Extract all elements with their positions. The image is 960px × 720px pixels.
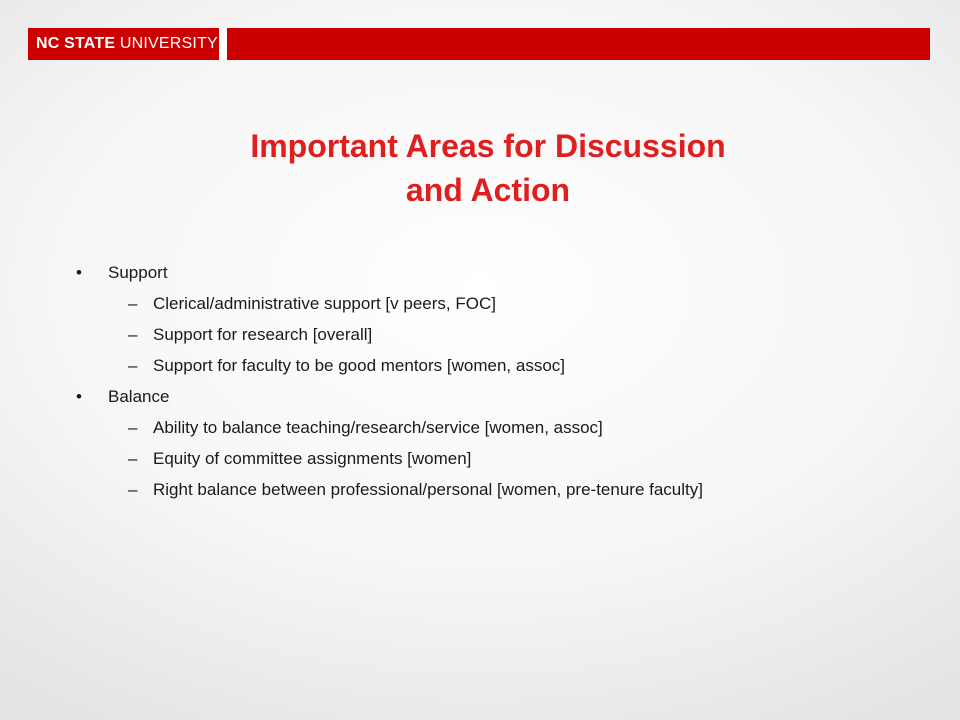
sub-item bbox=[76, 355, 936, 377]
logo-bold-text: NC STATE bbox=[36, 35, 116, 52]
dash-icon: – bbox=[128, 449, 138, 468]
slide-title bbox=[0, 124, 960, 212]
logo-regular-text: UNIVERSITY bbox=[115, 35, 218, 52]
bullet-item-balance bbox=[76, 386, 936, 408]
sub-item-text: Support for research [overall] bbox=[153, 325, 373, 344]
slide-title-line2: and Action bbox=[405, 172, 571, 208]
sub-item-text: Support for faculty to be good mentors [women, assoc] bbox=[153, 356, 565, 375]
slide-title-line1: Important Areas for Discussion bbox=[250, 128, 726, 164]
header-stripe bbox=[227, 28, 930, 60]
sub-item bbox=[76, 324, 936, 346]
sub-item bbox=[76, 448, 936, 470]
sub-item-text: Clerical/administrative support [v peers, FOC] bbox=[153, 294, 496, 313]
nc-state-logo bbox=[28, 28, 219, 60]
dash-icon: – bbox=[128, 325, 138, 344]
dash-icon: – bbox=[128, 356, 138, 375]
bullet-label: Balance bbox=[108, 387, 170, 406]
slide-content bbox=[76, 262, 936, 510]
logo-divider bbox=[219, 28, 227, 60]
bullet-icon: • bbox=[76, 387, 82, 406]
sub-item bbox=[76, 293, 936, 315]
bullet-label: Support bbox=[108, 263, 168, 282]
sub-item-text: Equity of committee assignments [women] bbox=[153, 449, 472, 468]
sub-item-text: Right balance between professional/personal [women, pre-tenure faculty] bbox=[153, 480, 703, 499]
dash-icon: – bbox=[128, 480, 138, 499]
header-bar bbox=[28, 28, 930, 60]
bullet-item-support bbox=[76, 262, 936, 284]
sub-item-text: Ability to balance teaching/research/service [women, assoc] bbox=[153, 418, 603, 437]
sub-item bbox=[76, 417, 936, 439]
dash-icon: – bbox=[128, 418, 138, 437]
dash-icon: – bbox=[128, 294, 138, 313]
bullet-icon: • bbox=[76, 263, 82, 282]
sub-item bbox=[76, 479, 936, 501]
